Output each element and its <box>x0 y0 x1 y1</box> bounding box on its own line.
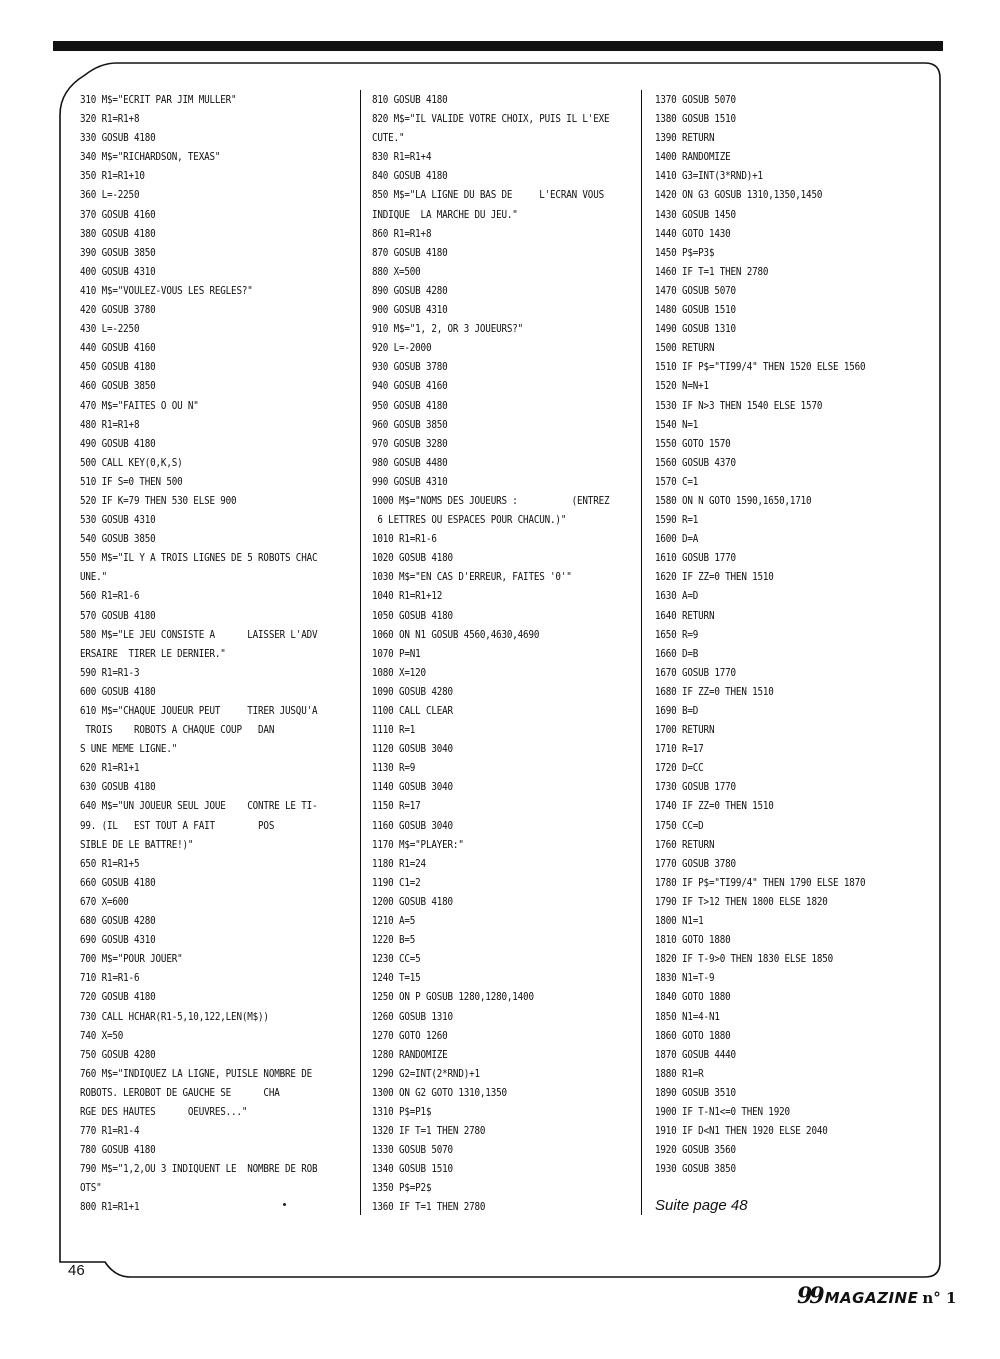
code-line: 1250 ON P GOSUB 1280,1280,1400 <box>372 990 534 1004</box>
code-line: 440 GOSUB 4160 <box>80 341 156 355</box>
code-line: 1150 R=17 <box>372 799 421 813</box>
code-line: 1930 GOSUB 3850 <box>655 1162 736 1176</box>
code-line: 450 GOSUB 4180 <box>80 360 156 374</box>
code-line: 1050 GOSUB 4180 <box>372 608 453 622</box>
code-line: 1110 R=1 <box>372 723 416 737</box>
code-line: 1260 GOSUB 1310 <box>372 1009 453 1023</box>
column-divider-1 <box>360 90 361 1215</box>
code-line: 540 GOSUB 3850 <box>80 532 156 546</box>
code-line: 1520 N=N+1 <box>655 379 709 393</box>
code-line: RGE DES HAUTES OEUVRES..." <box>80 1104 248 1118</box>
code-line: 940 GOSUB 4160 <box>372 379 448 393</box>
code-line: 1850 N1=4-N1 <box>655 1009 720 1023</box>
code-line: 1290 G2=INT(2*RND)+1 <box>372 1066 480 1080</box>
code-line: 1610 GOSUB 1770 <box>655 551 736 565</box>
code-line: 490 GOSUB 4180 <box>80 436 156 450</box>
code-line: 600 GOSUB 4180 <box>80 684 156 698</box>
code-line: 1780 IF P$="TI99/4" THEN 1790 ELSE 1870 <box>655 875 866 889</box>
code-line: 360 L=-2250 <box>80 188 140 202</box>
code-line: 1040 R1=R1+12 <box>372 589 443 603</box>
code-line: 1130 R=9 <box>372 761 416 775</box>
code-line: 1120 GOSUB 3040 <box>372 742 453 756</box>
code-line: 1190 C1=2 <box>372 875 421 889</box>
code-line: S UNE MEME LIGNE." <box>80 742 178 756</box>
code-line: 1700 RETURN <box>655 723 715 737</box>
code-line: 520 IF K=79 THEN 530 ELSE 900 <box>80 493 237 507</box>
code-line: 630 GOSUB 4180 <box>80 780 156 794</box>
code-line: 1090 GOSUB 4280 <box>372 684 453 698</box>
code-line: 350 R1=R1+10 <box>80 169 145 183</box>
code-line: 1180 R1=24 <box>372 856 426 870</box>
code-line: 790 M$="1,2,OU 3 INDIQUENT LE NOMBRE DE ROB <box>80 1162 318 1176</box>
code-line: 1490 GOSUB 1310 <box>655 322 736 336</box>
magazine-logo: 99 <box>797 1283 822 1309</box>
code-line: 1600 D=A <box>655 532 699 546</box>
code-line: 1760 RETURN <box>655 837 715 851</box>
code-line: 1400 RANDOMIZE <box>655 150 731 164</box>
code-line: 1590 R=1 <box>655 513 699 527</box>
code-line: 320 R1=R1+8 <box>80 112 140 126</box>
code-line: 1500 RETURN <box>655 341 715 355</box>
code-line: 1740 IF ZZ=0 THEN 1510 <box>655 799 774 813</box>
code-line: 1560 GOSUB 4370 <box>655 455 736 469</box>
code-line: 1140 GOSUB 3040 <box>372 780 453 794</box>
code-line: 820 M$="IL VALIDE VOTRE CHOIX, PUIS IL L'EXE <box>372 112 610 126</box>
code-line: UNE." <box>80 570 107 584</box>
code-line: 380 GOSUB 4180 <box>80 226 156 240</box>
code-line: 1450 P$=P3$ <box>655 245 715 259</box>
code-line: 1340 GOSUB 1510 <box>372 1162 453 1176</box>
code-line: 1570 C=1 <box>655 474 699 488</box>
code-line: 1830 N1=T-9 <box>655 971 715 985</box>
code-line: 1710 R=17 <box>655 742 704 756</box>
code-line: 990 GOSUB 4310 <box>372 474 448 488</box>
code-line: 840 GOSUB 4180 <box>372 169 448 183</box>
code-line: 890 GOSUB 4280 <box>372 283 448 297</box>
code-line: 1030 M$="EN CAS D'ERREUR, FAITES '0'" <box>372 570 572 584</box>
code-line: 1080 X=120 <box>372 665 426 679</box>
code-line: 810 GOSUB 4180 <box>372 93 448 106</box>
code-line: 1720 D=CC <box>655 761 704 775</box>
code-line: 570 GOSUB 4180 <box>80 608 156 622</box>
code-line: 870 GOSUB 4180 <box>372 245 448 259</box>
column-divider-2 <box>641 90 642 1215</box>
code-line: 1390 RETURN <box>655 131 715 145</box>
code-line: 1380 GOSUB 1510 <box>655 112 736 126</box>
speck <box>283 1203 286 1206</box>
code-line: 620 R1=R1+1 <box>80 761 140 775</box>
code-line: 760 M$="INDIQUEZ LA LIGNE, PUISLE NOMBRE DE <box>80 1066 312 1080</box>
code-line: 1730 GOSUB 1770 <box>655 780 736 794</box>
code-line: 400 GOSUB 4310 <box>80 264 156 278</box>
code-line: 860 R1=R1+8 <box>372 226 432 240</box>
code-line: INDIQUE LA MARCHE DU JEU." <box>372 207 518 221</box>
code-line: 1800 N1=1 <box>655 914 704 928</box>
code-line: 980 GOSUB 4480 <box>372 455 448 469</box>
code-line: 1460 IF T=1 THEN 2780 <box>655 264 769 278</box>
code-line: 1440 GOTO 1430 <box>655 226 731 240</box>
code-line: 1350 P$=P2$ <box>372 1181 432 1195</box>
listing-column-3 <box>655 90 865 1178</box>
code-line: 920 L=-2000 <box>372 341 432 355</box>
code-line: 1550 GOTO 1570 <box>655 436 731 450</box>
code-line: 470 M$="FAITES O OU N" <box>80 398 199 412</box>
code-line: ERSAIRE TIRER LE DERNIER." <box>80 646 226 660</box>
code-line: 1630 A=D <box>655 589 699 603</box>
magazine-footer <box>797 1283 956 1309</box>
code-line: 1310 P$=P1$ <box>372 1104 432 1118</box>
code-line: 480 R1=R1+8 <box>80 417 140 431</box>
code-line: 1330 GOSUB 5070 <box>372 1143 453 1157</box>
listing-column-1 <box>80 90 317 1217</box>
code-line: CUTE." <box>372 131 405 145</box>
code-line: 1000 M$="NOMS DES JOUEURS : (ENTREZ <box>372 493 610 507</box>
code-line: 1690 B=D <box>655 704 699 717</box>
code-line: 1900 IF T-N1<=0 THEN 1920 <box>655 1104 790 1118</box>
code-line: 1360 IF T=1 THEN 2780 <box>372 1200 486 1214</box>
code-line: 1880 R1=R <box>655 1066 704 1080</box>
code-line: 1200 GOSUB 4180 <box>372 894 453 908</box>
magazine-name: MAGAZINE <box>824 1289 919 1307</box>
code-line: 310 M$="ECRIT PAR JIM MULLER" <box>80 93 237 106</box>
code-line: 1280 RANDOMIZE <box>372 1047 448 1061</box>
code-line: 1870 GOSUB 4440 <box>655 1047 736 1061</box>
code-line: 500 CALL KEY(0,K,S) <box>80 455 183 469</box>
code-line: 1660 D=B <box>655 646 699 660</box>
code-line: 550 M$="IL Y A TROIS LIGNES DE 5 ROBOTS CHAC <box>80 551 318 565</box>
code-line: 1890 GOSUB 3510 <box>655 1085 736 1099</box>
code-line: 1860 GOTO 1880 <box>655 1028 731 1042</box>
code-line: 730 CALL HCHAR(R1-5,10,122,LEN(M$)) <box>80 1009 269 1023</box>
code-line: 670 X=600 <box>80 894 129 908</box>
code-line: 1160 GOSUB 3040 <box>372 818 453 832</box>
code-line: 1670 GOSUB 1770 <box>655 665 736 679</box>
code-line: 1480 GOSUB 1510 <box>655 303 736 317</box>
code-line: 640 M$="UN JOUEUR SEUL JOUE CONTRE LE TI- <box>80 799 318 813</box>
code-line: 330 GOSUB 4180 <box>80 131 156 145</box>
code-line: 1060 ON N1 GOSUB 4560,4630,4690 <box>372 627 540 641</box>
code-line: 1230 CC=5 <box>372 952 421 966</box>
code-line: 880 X=500 <box>372 264 421 278</box>
continuation-note: Suite page 48 <box>655 1197 748 1214</box>
code-line: 1510 IF P$="TI99/4" THEN 1520 ELSE 1560 <box>655 360 866 374</box>
code-line: 1790 IF T>12 THEN 1800 ELSE 1820 <box>655 894 828 908</box>
code-line: 800 R1=R1+1 <box>80 1200 140 1214</box>
code-line: 1240 T=15 <box>372 971 421 985</box>
code-line: 1100 CALL CLEAR <box>372 704 453 717</box>
code-line: 99. (IL EST TOUT A FAIT POS <box>80 818 275 832</box>
code-line: 1680 IF ZZ=0 THEN 1510 <box>655 684 774 698</box>
code-line: 770 R1=R1-4 <box>80 1124 140 1138</box>
code-line: 1620 IF ZZ=0 THEN 1510 <box>655 570 774 584</box>
code-line: 850 M$="LA LIGNE DU BAS DE L'ECRAN VOUS <box>372 188 604 202</box>
code-line: 1220 B=5 <box>372 933 416 947</box>
code-line: 1540 N=1 <box>655 417 699 431</box>
code-line: 410 M$="VOULEZ-VOUS LES REGLES?" <box>80 283 253 297</box>
code-line: 560 R1=R1-6 <box>80 589 140 603</box>
code-line: SIBLE DE LE BATTRE!)" <box>80 837 194 851</box>
code-line: 930 GOSUB 3780 <box>372 360 448 374</box>
code-line: 660 GOSUB 4180 <box>80 875 156 889</box>
code-line: 750 GOSUB 4280 <box>80 1047 156 1061</box>
code-line: 1210 A=5 <box>372 914 416 928</box>
code-line: OTS" <box>80 1181 102 1195</box>
code-line: 1420 ON G3 GOSUB 1310,1350,1450 <box>655 188 823 202</box>
code-line: 700 M$="POUR JOUER" <box>80 952 183 966</box>
code-line: 1840 GOTO 1880 <box>655 990 731 1004</box>
code-line: 1430 GOSUB 1450 <box>655 207 736 221</box>
code-line: 1820 IF T-9>0 THEN 1830 ELSE 1850 <box>655 952 834 966</box>
code-line: 710 R1=R1-6 <box>80 971 140 985</box>
code-line: 900 GOSUB 4310 <box>372 303 448 317</box>
code-line: 950 GOSUB 4180 <box>372 398 448 412</box>
code-line: 1370 GOSUB 5070 <box>655 93 736 106</box>
code-line: 390 GOSUB 3850 <box>80 245 156 259</box>
code-line: 430 L=-2250 <box>80 322 140 336</box>
code-line: 1070 P=N1 <box>372 646 421 660</box>
code-line: 910 M$="1, 2, OR 3 JOUEURS?" <box>372 322 524 336</box>
code-line: 690 GOSUB 4310 <box>80 933 156 947</box>
code-line: 1640 RETURN <box>655 608 715 622</box>
code-line: 340 M$="RICHARDSON, TEXAS" <box>80 150 221 164</box>
code-line: 1020 GOSUB 4180 <box>372 551 453 565</box>
code-line: 680 GOSUB 4280 <box>80 914 156 928</box>
code-line: 610 M$="CHAQUE JOUEUR PEUT TIRER JUSQU'A <box>80 704 318 717</box>
page-number: 46 <box>68 1262 85 1279</box>
code-line: 1770 GOSUB 3780 <box>655 856 736 870</box>
code-line: 1530 IF N>3 THEN 1540 ELSE 1570 <box>655 398 823 412</box>
code-line: 1910 IF D<N1 THEN 1920 ELSE 2040 <box>655 1124 828 1138</box>
code-line: 830 R1=R1+4 <box>372 150 432 164</box>
code-line: 460 GOSUB 3850 <box>80 379 156 393</box>
code-line: 510 IF S=0 THEN 500 <box>80 474 183 488</box>
code-line: 6 LETTRES OU ESPACES POUR CHACUN.)" <box>372 513 567 527</box>
code-line: 1300 ON G2 GOTO 1310,1350 <box>372 1085 507 1099</box>
code-line: 1580 ON N GOTO 1590,1650,1710 <box>655 493 812 507</box>
code-line: 960 GOSUB 3850 <box>372 417 448 431</box>
code-line: TROIS ROBOTS A CHAQUE COUP DAN <box>80 723 275 737</box>
code-line: 970 GOSUB 3280 <box>372 436 448 450</box>
code-line: 740 X=50 <box>80 1028 124 1042</box>
code-line: 590 R1=R1-3 <box>80 665 140 679</box>
code-line: 780 GOSUB 4180 <box>80 1143 156 1157</box>
code-line: 720 GOSUB 4180 <box>80 990 156 1004</box>
code-line: 650 R1=R1+5 <box>80 856 140 870</box>
code-line: 530 GOSUB 4310 <box>80 513 156 527</box>
listing-column-2 <box>372 90 609 1217</box>
code-line: 580 M$="LE JEU CONSISTE A LAISSER L'ADV <box>80 627 318 641</box>
code-line: 1650 R=9 <box>655 627 699 641</box>
code-line: 1320 IF T=1 THEN 2780 <box>372 1124 486 1138</box>
code-line: 1270 GOTO 1260 <box>372 1028 448 1042</box>
issue-number: n° 1 <box>922 1289 957 1307</box>
code-line: 1170 M$="PLAYER:" <box>372 837 464 851</box>
code-line: ROBOTS. LEROBOT DE GAUCHE SE CHA <box>80 1085 280 1099</box>
code-line: 1010 R1=R1-6 <box>372 532 437 546</box>
code-line: 1750 CC=D <box>655 818 704 832</box>
code-line: 370 GOSUB 4160 <box>80 207 156 221</box>
code-line: 1810 GOTO 1880 <box>655 933 731 947</box>
code-line: 1410 G3=INT(3*RND)+1 <box>655 169 763 183</box>
code-line: 420 GOSUB 3780 <box>80 303 156 317</box>
code-line: 1920 GOSUB 3560 <box>655 1143 736 1157</box>
code-line: 1470 GOSUB 5070 <box>655 283 736 297</box>
